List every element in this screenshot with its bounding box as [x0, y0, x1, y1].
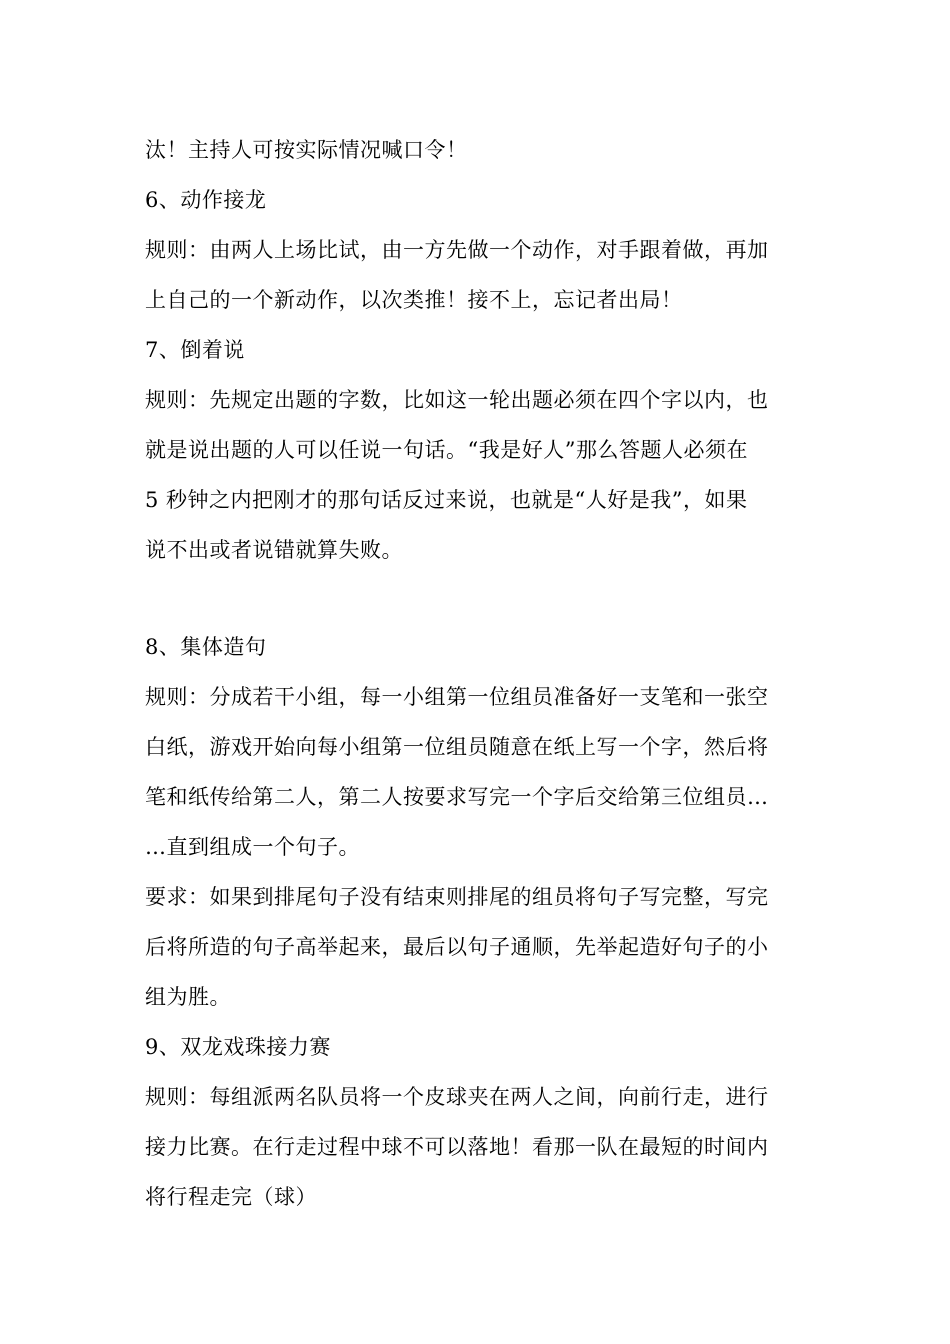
text-line: 说不出或者说错就算失败。: [145, 538, 403, 562]
text-line: …直到组成一个句子。: [145, 835, 360, 859]
text-line: 要求：如果到排尾句子没有结束则排尾的组员将句子写完整，写完: [145, 885, 769, 909]
text-line: 后将所造的句子高举起来，最后以句子通顺，先举起造好句子的小: [145, 935, 769, 959]
text-line: 上自己的一个新动作，以次类推！接不上，忘记者出局！: [145, 288, 683, 312]
text-line: 笔和纸传给第二人，第二人按要求写完一个字后交给第三位组员…: [145, 785, 769, 809]
text-line: 汰！主持人可按实际情况喊口令！: [145, 138, 468, 162]
text-line: 将行程走完（球）: [145, 1185, 317, 1209]
text-line: 规则：先规定出题的字数，比如这一轮出题必须在四个字以内，也: [145, 388, 769, 412]
text-line: 规则：每组派两名队员将一个皮球夹在两人之间，向前行走，进行: [145, 1085, 769, 1109]
section-heading-6: 6、动作接龙: [145, 188, 267, 212]
section-heading-7: 7、倒着说: [145, 338, 245, 362]
section-heading-9: 9、双龙戏珠接力赛: [145, 1035, 331, 1059]
text-line: 规则：由两人上场比试，由一方先做一个动作，对手跟着做，再加: [145, 238, 769, 262]
section-heading-8: 8、集体造句: [145, 635, 267, 659]
text-line: 白纸，游戏开始向每小组第一位组员随意在纸上写一个字，然后将: [145, 735, 769, 759]
text-line: 就是说出题的人可以任说一句话。“我是好人”那么答题人必须在: [145, 438, 748, 462]
text-line: 接力比赛。在行走过程中球不可以落地！看那一队在最短的时间内: [145, 1135, 769, 1159]
text-line: 组为胜。: [145, 985, 231, 1009]
text-line: 规则：分成若干小组，每一小组第一位组员准备好一支笔和一张空: [145, 685, 769, 709]
text-line: 5 秒钟之内把刚才的那句话反过来说，也就是“人好是我”，如果: [145, 488, 748, 512]
